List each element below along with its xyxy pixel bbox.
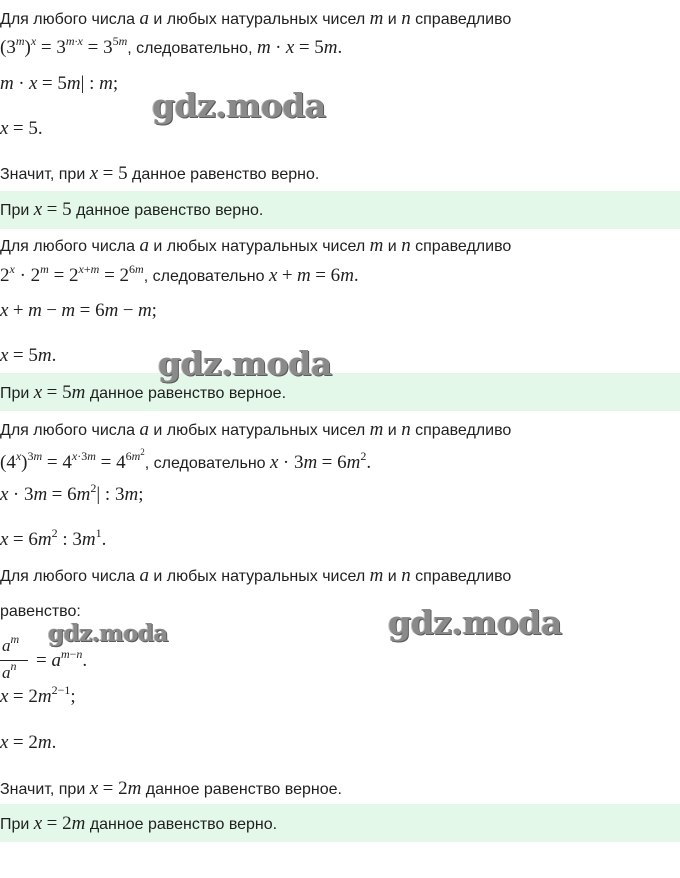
block4-intro: Для любого числа a и любых натуральных чисел m и n справедливо bbox=[0, 565, 512, 586]
block2-formula-line: $2^x \cdot 2^m = 2^{x+m} = 2^{6m}$, следовательно x + m = 6m. bbox=[0, 262, 359, 286]
block2-intro: Для любого числа a и любых натуральных чисел m и n справедливо bbox=[0, 235, 512, 256]
block2-step: x + m − m = 6m − m; bbox=[0, 300, 157, 321]
block2-answer: При x = 5m данное равенство верное. bbox=[0, 382, 287, 403]
block4-result: x = 2m. bbox=[0, 732, 57, 753]
block2-result: x = 5m. bbox=[0, 345, 57, 366]
block4-step: $x = 2m^{2-1}$; bbox=[0, 683, 76, 707]
block1-answer: При x = 5 данное равенство верно. bbox=[0, 199, 264, 220]
watermark: gdz.moda bbox=[388, 603, 562, 642]
watermark: gdz.moda bbox=[152, 86, 326, 125]
block1-result: x = 5. bbox=[0, 118, 43, 139]
block3-intro: Для любого числа a и любых натуральных чисел m и n справедливо bbox=[0, 419, 512, 440]
block4-conclusion: Значит, при x = 2m данное равенство верное. bbox=[0, 778, 342, 799]
block1-formula-text: , следовательно, bbox=[127, 40, 257, 57]
fraction-denominator: $a^n$ bbox=[2, 659, 17, 682]
block3-formula-line: $(4^x)^{3m} = 4^{x\cdot 3m} = 4^{6m^2}$, следовательно $x \cdot 3m = 6m^2$. bbox=[0, 447, 372, 473]
block3-formula-text: , следовательно bbox=[144, 455, 271, 472]
block3-result: $x = 6m^2$ : $3m^1$. bbox=[0, 526, 107, 550]
block4-fraction-rhs: = $a^{m-n}$. bbox=[36, 647, 88, 671]
block1-step: m · x = 5m| : m; bbox=[0, 73, 119, 94]
block4-answer: При x = 2m данное равенство верно. bbox=[0, 813, 278, 834]
block1-formula-line: $(3^m)^x = 3^{m\cdot x} = 3^{5m}$, следовательно, m · x = 5m. bbox=[0, 34, 343, 58]
watermark: gdz.moda bbox=[158, 344, 332, 383]
block1-intro: Для любого числа a и любых натуральных чисел m и n справедливо bbox=[0, 8, 512, 29]
block4-word: равенство: bbox=[0, 603, 81, 620]
block2-formula-text: , следовательно bbox=[143, 268, 269, 285]
block3-step: $x \cdot 3m = 6m^2|$ : 3m; bbox=[0, 481, 144, 505]
watermark: gdz.moda bbox=[48, 620, 168, 647]
fraction-numerator: $a^m$ bbox=[2, 632, 20, 655]
block1-conclusion: Значит, при x = 5 данное равенство верно. bbox=[0, 163, 320, 184]
